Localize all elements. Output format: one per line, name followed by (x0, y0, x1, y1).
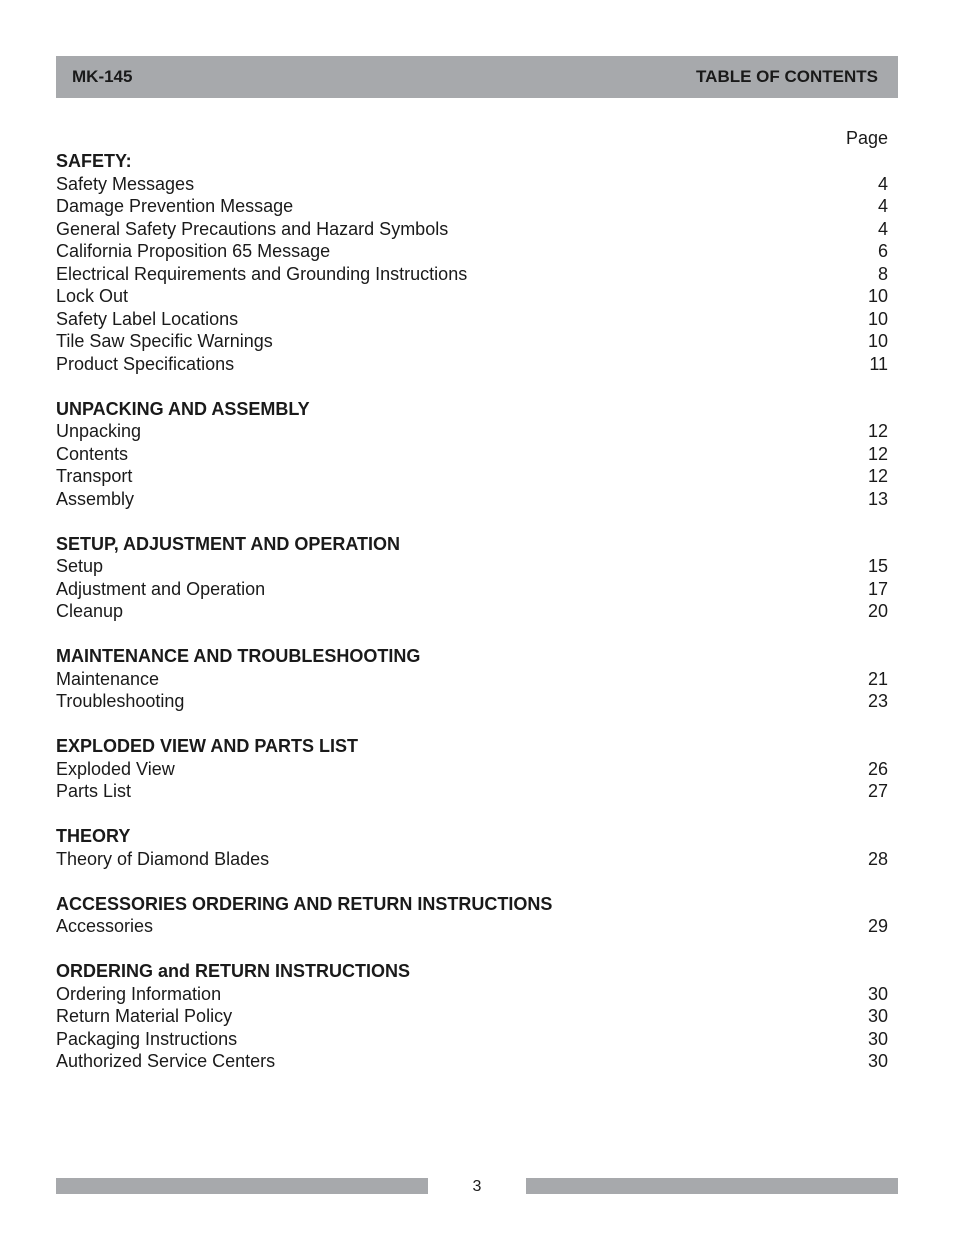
toc-entry-page: 4 (877, 218, 888, 239)
toc-entry-label: Authorized Service Centers (56, 1051, 276, 1071)
toc-entry (56, 488, 888, 511)
toc-entry (56, 195, 888, 218)
toc-entry-label: Lock Out (56, 286, 129, 306)
toc-section (56, 893, 888, 938)
toc-entry-label: Safety Messages (56, 173, 195, 194)
toc-entry-label: Product Specifications (56, 353, 235, 374)
page-number: 3 (472, 1178, 482, 1195)
toc-entry (56, 1050, 888, 1073)
toc-section (56, 533, 888, 623)
toc-section (56, 735, 888, 803)
section-title: ORDERING and RETURN INSTRUCTIONS (56, 961, 411, 981)
toc-entry-label: California Proposition 65 Message (56, 241, 331, 261)
toc-entry-label: Return Material Policy (56, 1006, 233, 1026)
toc-entry (56, 353, 888, 376)
section-title: ACCESSORIES ORDERING AND RETURN INSTRUCTIONS (56, 893, 553, 914)
toc-entry (56, 240, 888, 263)
footer-bar-right (526, 1178, 898, 1194)
toc-entry-page: 28 (867, 848, 888, 869)
toc-entry-label: Setup (56, 556, 104, 576)
header-bar (56, 56, 898, 98)
toc-entry-page: 30 (867, 983, 888, 1004)
toc-entry-page: 13 (867, 488, 888, 509)
toc-entry (56, 690, 888, 713)
section-title: EXPLODED VIEW AND PARTS LIST (56, 736, 359, 756)
toc-entry-label: Contents (56, 443, 129, 464)
toc-entry-page: 30 (867, 1006, 888, 1026)
toc-entry (56, 465, 888, 488)
toc-entry (56, 848, 888, 871)
toc-section (56, 645, 888, 713)
toc-entry-page: 10 (867, 331, 888, 351)
toc-entry-label: Cleanup (56, 601, 124, 621)
toc-entry (56, 285, 888, 308)
toc-entry-label: Transport (56, 466, 133, 486)
toc-entry-page: 23 (867, 691, 888, 711)
toc-entry (56, 555, 888, 578)
toc-section (56, 825, 888, 870)
toc-entry-page: 12 (867, 443, 888, 464)
toc-entry-page: 4 (877, 196, 888, 216)
toc-entry-label: Maintenance (56, 668, 160, 689)
toc-entry (56, 1028, 888, 1051)
toc-entry-label: Tile Saw Specific Warnings (56, 331, 273, 351)
model-number: MK-145 (72, 67, 133, 86)
toc-entry (56, 443, 888, 466)
toc-entry-label: Ordering Information (56, 983, 222, 1004)
toc-entry-page: 27 (867, 781, 888, 801)
toc-entry-label: Assembly (56, 488, 135, 509)
toc-entry-label: Accessories (56, 916, 154, 936)
toc-entry-label: Packaging Instructions (56, 1028, 238, 1049)
toc-entry-label: Exploded View (56, 758, 175, 779)
toc-entry-page: 29 (867, 916, 888, 936)
section-title: SAFETY: (56, 151, 132, 171)
toc-entry-label: Theory of Diamond Blades (56, 848, 270, 869)
toc-entry-label: Safety Label Locations (56, 308, 239, 329)
section-title: MAINTENANCE AND TROUBLESHOOTING (56, 646, 421, 666)
toc-entry (56, 263, 888, 286)
toc-entry (56, 983, 888, 1006)
toc-entry (56, 330, 888, 353)
toc-entry (56, 915, 888, 938)
toc-entry-page: 6 (877, 241, 888, 261)
toc-entry (56, 308, 888, 331)
toc-entry-page: 12 (867, 466, 888, 486)
toc-entry-label: Damage Prevention Message (56, 196, 294, 216)
toc-entry-page: 17 (867, 578, 888, 599)
toc-entry-page: 8 (877, 263, 888, 284)
toc-entry (56, 758, 888, 781)
toc-section (56, 398, 888, 511)
page-column-label: Page (845, 128, 888, 148)
toc-entry-page: 10 (867, 286, 888, 306)
toc-entry-page: 11 (869, 353, 888, 374)
toc-entry-page: 26 (867, 758, 888, 779)
toc-entry-label: Unpacking (56, 421, 142, 441)
toc-section (56, 150, 888, 375)
toc-entry (56, 668, 888, 691)
toc-entry-label: General Safety Precautions and Hazard Symbols (56, 218, 449, 239)
toc-entry-page: 30 (867, 1028, 888, 1049)
toc-entry-label: Electrical Requirements and Grounding Instructions (56, 263, 468, 284)
toc-entry-page: 21 (867, 668, 888, 689)
toc-entry (56, 780, 888, 803)
toc-entry (56, 173, 888, 196)
section-title: UNPACKING AND ASSEMBLY (56, 398, 310, 419)
toc-entry-page: 10 (867, 308, 888, 329)
section-title: THEORY (56, 826, 131, 846)
section-title: SETUP, ADJUSTMENT AND OPERATION (56, 533, 401, 554)
toc-entry (56, 1005, 888, 1028)
toc-section (56, 960, 888, 1073)
footer-bar-left (56, 1178, 428, 1194)
toc-entry (56, 420, 888, 443)
toc-entry-page: 30 (867, 1051, 888, 1071)
toc-entry (56, 600, 888, 623)
toc-entry-label: Adjustment and Operation (56, 578, 266, 599)
table-of-contents (56, 150, 888, 1095)
toc-entry (56, 578, 888, 601)
toc-entry-page: 12 (867, 421, 888, 441)
toc-entry-label: Troubleshooting (56, 691, 185, 711)
toc-entry-page: 15 (867, 556, 888, 576)
toc-entry-page: 20 (867, 601, 888, 621)
toc-entry (56, 218, 888, 241)
toc-entry-label: Parts List (56, 781, 132, 801)
toc-entry-page: 4 (877, 173, 888, 194)
page-title: TABLE OF CONTENTS (696, 67, 878, 86)
